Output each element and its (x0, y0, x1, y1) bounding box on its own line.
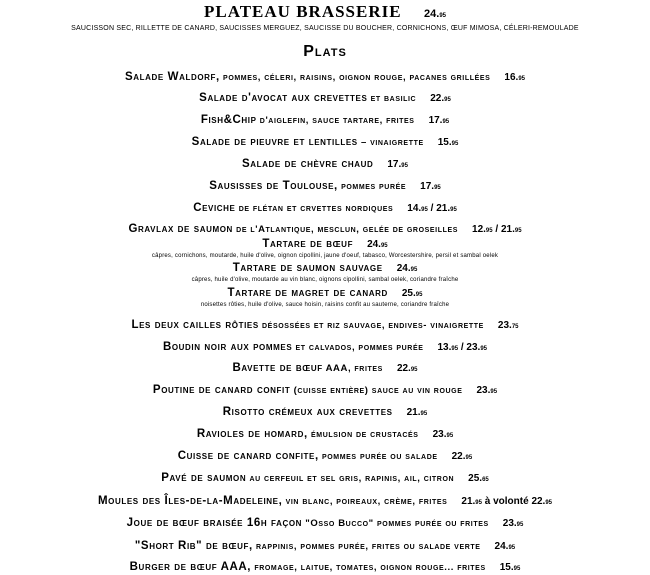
dish-row (0, 67, 650, 85)
section-title: Plats (303, 43, 347, 60)
dish-price-main: 21. (406, 407, 421, 418)
dish-price (420, 181, 441, 192)
dish-description: fromage, laitue, tomates, oignon rouge... frites (251, 562, 486, 573)
dish-name: Tartare de bœuf (262, 238, 354, 250)
dish-price (498, 320, 519, 331)
dish-row (0, 402, 650, 420)
dish-name: Salade Waldorf, (125, 71, 220, 83)
dish-price-cents: 95 (444, 97, 451, 103)
dish-price-cents: 95 (415, 292, 423, 298)
dish-name: Ravioles de homard, (196, 428, 308, 440)
dish-name: Salade d'avocat aux crevettes (199, 92, 368, 104)
dish-row (0, 337, 650, 355)
dish-description: rappinis, pommes purée, frites ou salade verte (252, 541, 481, 552)
dish-description: d'aiglefin, sauce tartare, frites (256, 115, 415, 126)
dish-row (0, 446, 650, 464)
dish-price-cents: 95 (451, 141, 459, 147)
dish-price (504, 72, 525, 83)
plateau-price-main: 24. (424, 8, 440, 20)
dish-price-main: 13. (437, 342, 452, 353)
dish-price (438, 342, 488, 353)
dish-price-alt-cents: 95 (450, 207, 457, 213)
dish-row (0, 358, 650, 376)
dish-price-alt: / 21. (427, 203, 451, 214)
dish-row (0, 513, 650, 531)
dish-row (0, 283, 650, 308)
dish-row (0, 424, 650, 442)
dish-price-cents: 95 (380, 243, 388, 249)
dish-price-cents: 95 (513, 566, 521, 572)
dish-name: Les deux cailles rôties (131, 319, 259, 331)
dish-description: pommes purée (337, 181, 407, 192)
dish-description: pommes, céleri, raisins, oignon rouge, pacanes grillées (219, 72, 491, 83)
dish-price-main: 15. (499, 562, 514, 573)
dish-price-main: 23. (476, 385, 491, 396)
dish-description: de l'Atlantique, mesclun, gelée de groseilles (232, 224, 459, 235)
dish-price-alt: à volonté 22. (481, 496, 546, 507)
dish-price-main: 22. (396, 363, 411, 374)
dish-price-cents: 95 (446, 433, 454, 439)
dish-price-main: 22. (451, 451, 466, 462)
dish-price-cents: 95 (465, 455, 473, 461)
dish-ingredients: câpres, huile d'olive, moutarde au vin blanc, oignons cipollini, sambal oelek, coriandre fraîche (191, 277, 459, 283)
dish-price (402, 288, 423, 299)
dish-price-alt-cents: 95 (514, 228, 522, 234)
dish-name: Tartare de saumon sauvage (232, 262, 383, 274)
dish-name: Sausisses de Toulouse, (209, 180, 338, 192)
dish-price (468, 473, 489, 484)
dish-description: "Osso Bucco" pommes purée ou frites (302, 518, 489, 529)
dish-row (0, 536, 650, 554)
dish-row (0, 315, 650, 333)
dish-price-main: 17. (387, 159, 402, 170)
dish-description: désossées et riz sauvage, endives- vinaigrette (258, 320, 484, 331)
dish-description: vin blanc, poireaux, crème, frites (282, 496, 448, 507)
dish-price-cents: 95 (516, 522, 524, 528)
dish-price (387, 159, 408, 170)
dish-price-cents: 95 (475, 500, 482, 506)
dish-price (407, 407, 428, 418)
dish-price-main: 24. (494, 541, 509, 552)
dish-description: et calvados, pommes purée (292, 342, 424, 353)
dish-price-main: 23. (502, 518, 517, 529)
dish-price-cents: 95 (451, 346, 459, 352)
dish-price (433, 429, 454, 440)
dish-price-cents: 95 (401, 163, 408, 169)
dish-name: Ceviche (193, 202, 236, 214)
dish-price-alt-cents: 95 (545, 500, 553, 506)
dish-row (0, 132, 650, 150)
dish-price (407, 203, 457, 214)
dish-price (495, 541, 516, 552)
dish-price-cents: 95 (485, 228, 493, 234)
dish-price-cents: 95 (518, 76, 525, 82)
dish-name: Gravlax de saumon (128, 223, 233, 235)
dish-name: Burger de bœuf AAA, (129, 561, 252, 573)
dish-price-main: 12. (472, 224, 486, 235)
dish-price (500, 562, 521, 573)
dish-name: Fish&Chip (200, 114, 257, 126)
dish-description: au cerfeuil et sel gris, rapinis, ail, citron (246, 473, 455, 484)
dish-price-main: 16. (504, 72, 519, 83)
dish-price-main: 24. (396, 263, 411, 274)
dish-name: Bavette de bœuf (232, 362, 323, 374)
dish-row (0, 380, 650, 398)
dish-price (476, 385, 497, 396)
dish-ingredients: câpres, cornichons, moutarde, huile d'olive, oignon cipollini, jaune d'oeuf, tabasco, Worcestershire, persil et sambal oelek (151, 253, 499, 259)
dish-name: Joue de bœuf braisée 16h façon (126, 517, 303, 529)
dish-name: "Short Rib" de bœuf, (134, 540, 253, 552)
dish-name: Cuisse de canard confite, (177, 450, 319, 462)
dish-price-main: 21. (461, 496, 476, 507)
plateau-price-cents: 95 (439, 13, 447, 19)
plateau-price (424, 8, 446, 20)
dish-price-main: 14. (407, 203, 422, 214)
dish-price-main: 24. (367, 239, 381, 250)
dish-price (430, 93, 451, 104)
dish-price-cents: 95 (421, 207, 428, 213)
dish-name: Risotto crémeux aux crevettes (222, 406, 393, 418)
dish-name: Moules des Îles-de-la-Madeleine, (97, 495, 283, 507)
dish-ingredients: noisettes rôties, huile d'olive, sauce hoisin, raisins confit au sauterne, coriandre fraîche (200, 302, 450, 308)
dish-price (397, 363, 418, 374)
dish-row (0, 557, 650, 575)
dish-name: Salade de chèvre chaud (242, 158, 374, 170)
dish-price-main: 17. (428, 115, 443, 126)
dish-price (503, 518, 524, 529)
dish-price (438, 137, 459, 148)
dish-price-cents: 95 (442, 119, 450, 125)
dish-name: Salade de pieuvre et lentilles (191, 136, 358, 148)
dish-price-cents: 95 (410, 367, 418, 373)
dish-price-alt: / 21. (492, 224, 515, 235)
dish-row (0, 491, 650, 509)
dish-row (0, 258, 650, 283)
dish-description: de flétan et crvettes nordiques (235, 203, 394, 214)
dish-row (0, 154, 650, 172)
dish-price-main: 23. (497, 320, 512, 331)
dish-description: pommes purée ou salade (318, 451, 438, 462)
dish-price-cents: 75 (511, 324, 519, 330)
dish-row (0, 234, 650, 259)
dish-name: Poutine de canard confit (152, 384, 291, 396)
dish-price-main: 22. (430, 93, 445, 104)
dish-price-alt-cents: 95 (480, 346, 488, 352)
dish-price (397, 263, 418, 274)
dish-price-cents: 95 (434, 185, 441, 191)
dish-price-main: 17. (420, 181, 435, 192)
dish-description: (cuisse entière) sauce au vin rouge (290, 385, 463, 396)
plateau-items: SAUCISSON SEC, RILLETTE DE CANARD, SAUCISSES MERGUEZ, SAUCISSE DU BOUCHER, CORNICHONS, ŒUF MIMOSA, CÉLERI-REMOULADE (71, 25, 579, 32)
dish-price (367, 239, 388, 250)
dish-description: et basilic (367, 93, 417, 104)
dish-price-cents: 95 (490, 389, 498, 395)
dish-price-alt: / 23. (458, 342, 481, 353)
dish-name: Pavé de saumon (161, 472, 247, 484)
dish-description: AAA, frites (322, 363, 383, 374)
dish-row (0, 468, 650, 486)
dish-row (0, 88, 650, 106)
dish-row (0, 110, 650, 128)
dish-price (429, 115, 450, 126)
dish-price (452, 451, 473, 462)
dish-price-main: 25. (401, 288, 416, 299)
dish-price-main: 25. (468, 473, 483, 484)
dish-name: Boudin noir aux pommes (162, 341, 293, 353)
dish-description: émulsion de crustacés (307, 429, 419, 440)
plateau-title: PLATEAU BRASSERIE (203, 2, 402, 21)
plateau-heading (0, 2, 650, 22)
dish-price-main: 15. (437, 137, 452, 148)
dish-price (461, 496, 552, 507)
dish-row (0, 198, 650, 216)
dish-price-cents: 95 (420, 411, 428, 417)
dish-description: – vinaigrette (357, 137, 424, 148)
dish-price-cents: 95 (508, 545, 516, 551)
dish-price-cents: 65 (482, 477, 489, 483)
dish-name: Tartare de magret de canard (227, 287, 388, 299)
dish-price-cents: 95 (410, 267, 418, 273)
dish-price-main: 23. (432, 429, 447, 440)
dish-row (0, 176, 650, 194)
